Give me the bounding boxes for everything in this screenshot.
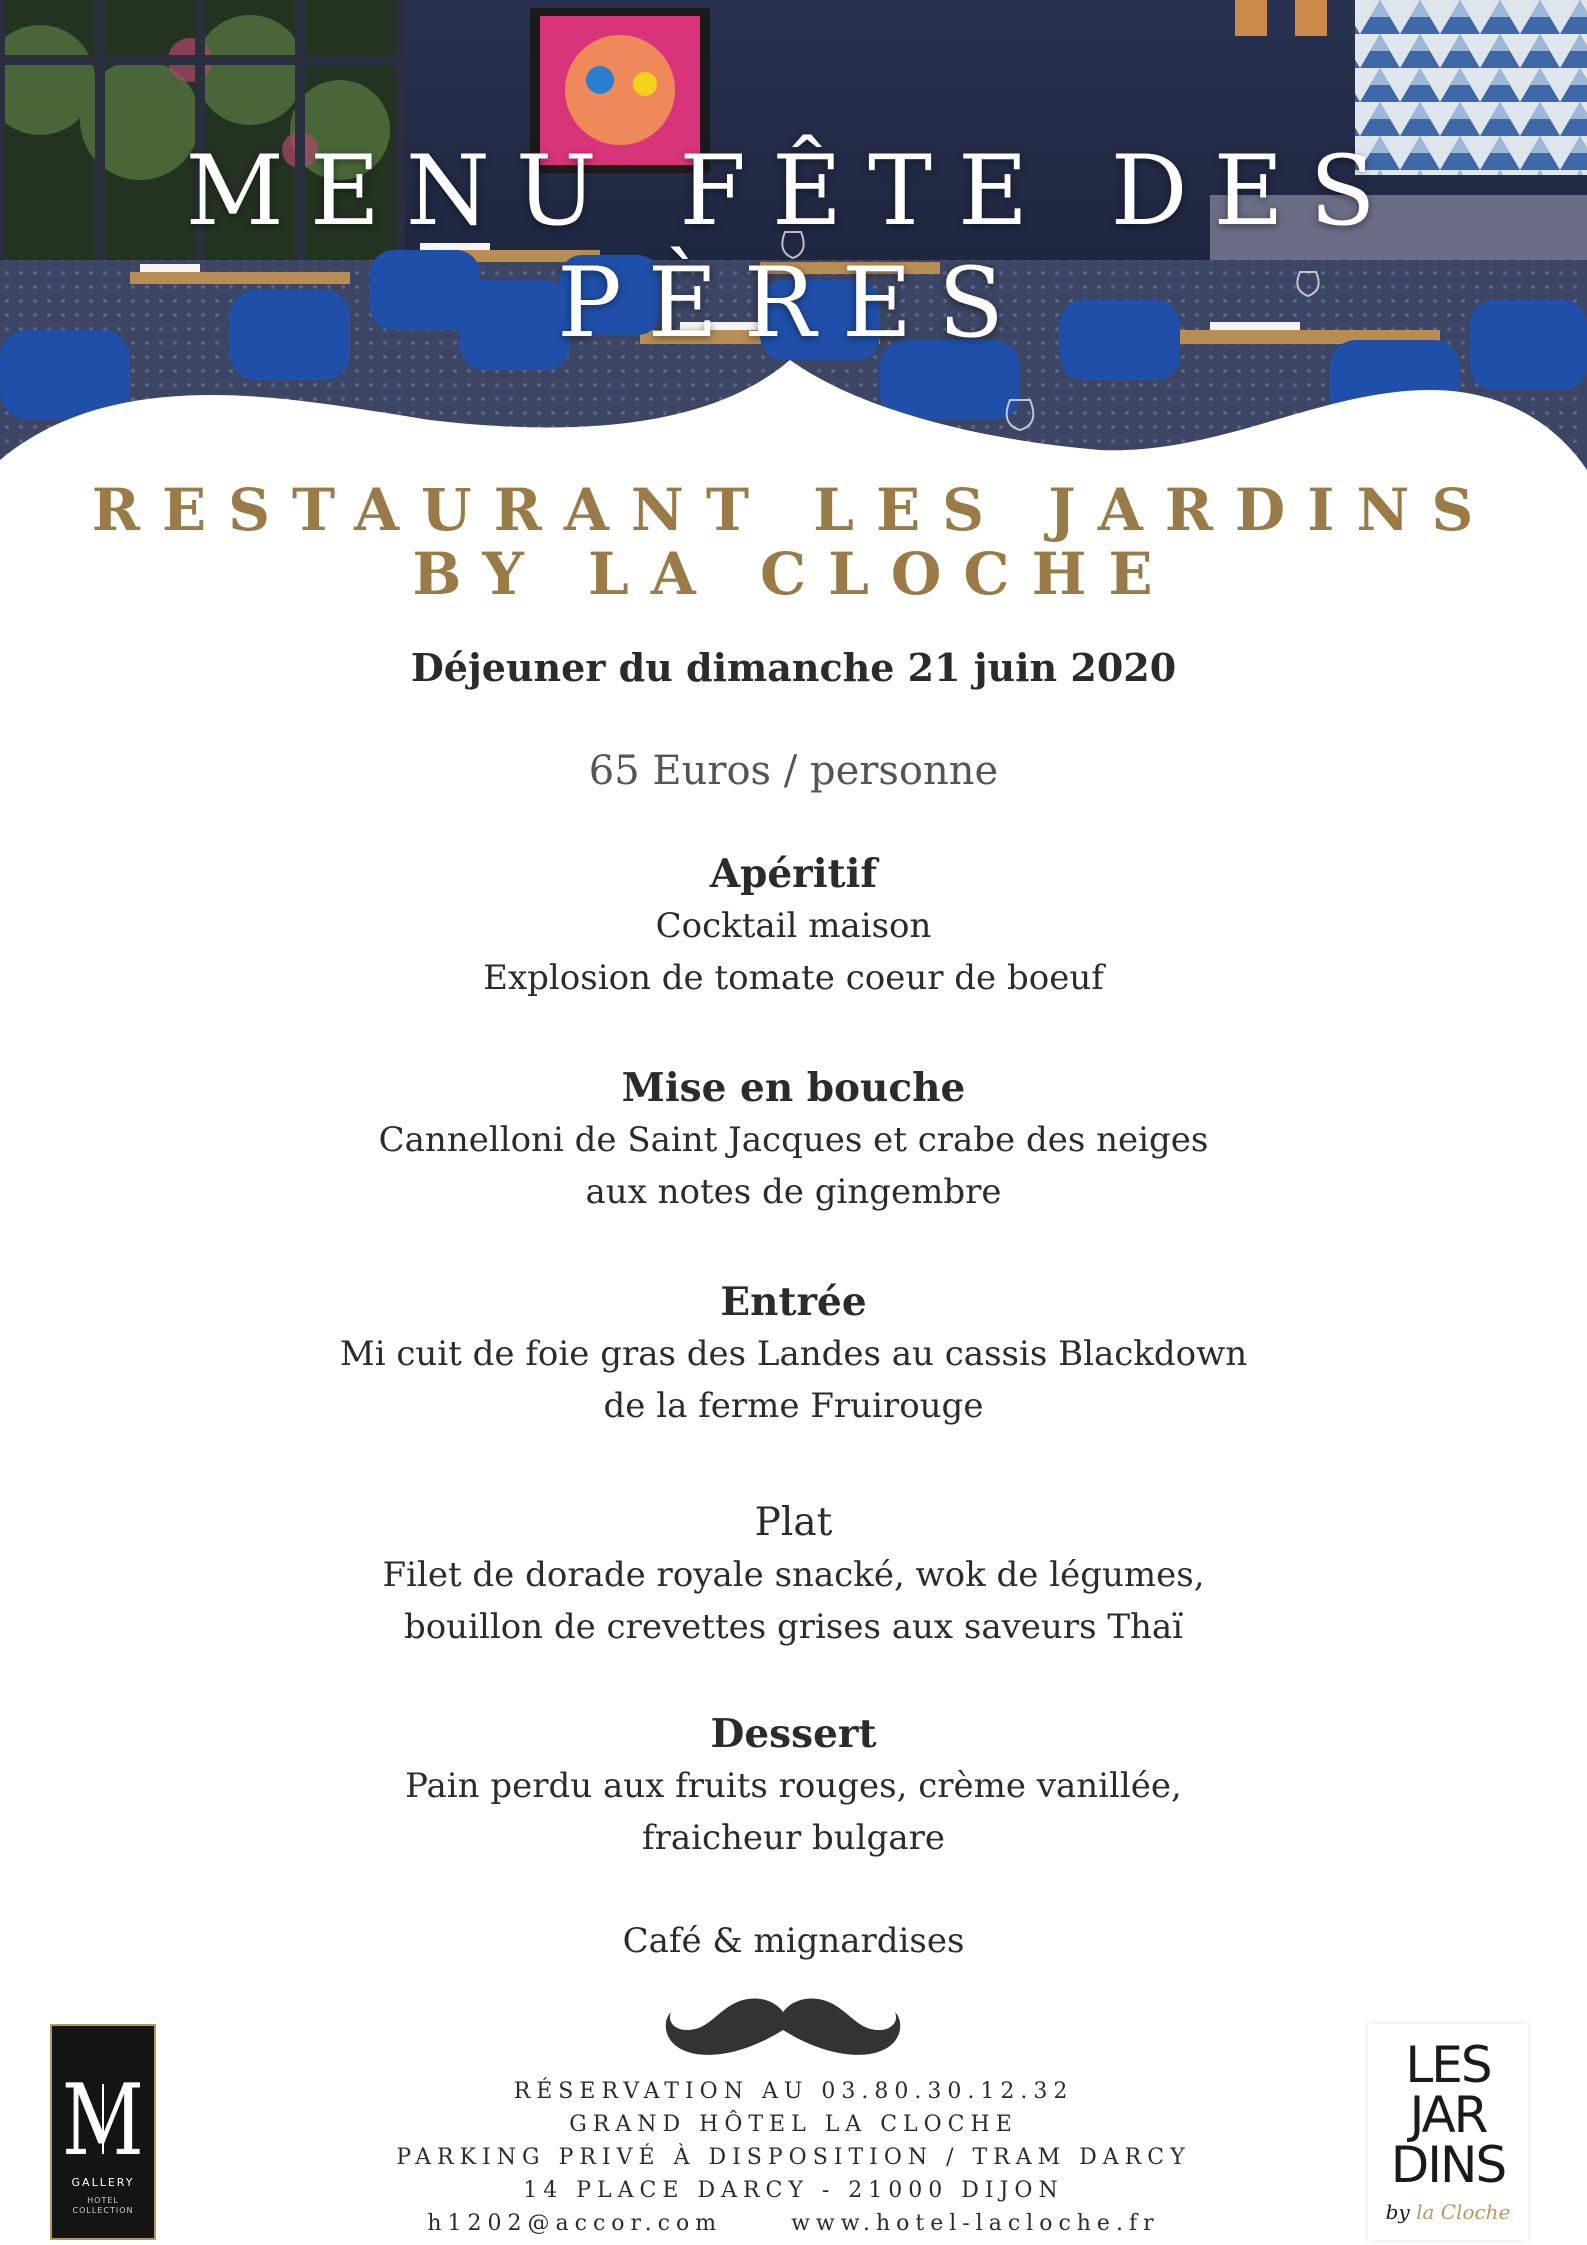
reservation-phone: RÉSERVATION AU 03.80.30.12.32 [513, 2079, 1074, 2104]
course-line: Cocktail maison [655, 906, 932, 946]
course-line: Mi cuit de foie gras des Landes au cassis Blackdown [339, 1334, 1248, 1374]
course-dessert [0, 1708, 1587, 1864]
course-line: Pain perdu aux fruits rouges, crème vanillée, [405, 1766, 1182, 1806]
course-plat [0, 1497, 1587, 1653]
mgallery-sub1: HOTEL [87, 2196, 119, 2205]
mgallery-word: GALLERY [71, 2176, 135, 2189]
course-line: fraicheur bulgare [642, 1818, 945, 1858]
course-line: aux notes de gingembre [585, 1172, 1002, 1212]
course-mise-en-bouche [0, 1062, 1587, 1218]
logo-line-dins: DINS [1390, 2136, 1506, 2194]
course-title: Plat [754, 1500, 833, 1545]
mgallery-mark-icon [52, 2026, 154, 2176]
course-line: de la ferme Fruirouge [603, 1386, 984, 1426]
course-title: Dessert [710, 1711, 877, 1757]
restaurant-name-line1: RESTAURANT LES JARDINS [91, 476, 1496, 544]
course-line: Explosion de tomate coeur de boeuf [483, 958, 1104, 998]
menu-price: 65 Euros / personne [588, 748, 999, 794]
logo-la-cloche: la Cloche [1416, 2200, 1511, 2224]
course-entree [0, 1276, 1587, 1432]
logo-by-line [1368, 2200, 1528, 2224]
mgallery-sub [52, 2196, 154, 2216]
les-jardins-logo [1368, 2024, 1528, 2240]
hotel-name: GRAND HÔTEL LA CLOCHE [569, 2112, 1018, 2137]
closing-line: Café & mignardises [622, 1921, 965, 1961]
course-title: Apéritif [709, 851, 878, 897]
logo-line-les: LES [1405, 2036, 1491, 2094]
restaurant-name-line2: BY LA CLOCHE [412, 540, 1175, 608]
contacts-row [0, 2207, 1587, 2240]
logo-line-jar: JAR [1409, 2086, 1487, 2144]
mgallery-sub2: COLLECTION [72, 2206, 134, 2215]
restaurant-name [0, 478, 1587, 606]
course-title: Mise en bouche [621, 1065, 966, 1111]
course-line: Filet de dorade royale snacké, wok de légumes, [382, 1555, 1205, 1595]
menu-title: MENU FÊTE DES PÈRES [185, 135, 1402, 359]
event-date: Déjeuner du dimanche 21 juin 2020 [410, 645, 1177, 690]
course-title: Entrée [720, 1279, 867, 1325]
course-line: bouillon de crevettes grises aux saveurs Thaï [403, 1607, 1184, 1647]
address: 14 PLACE DARCY - 21000 DIJON [523, 2178, 1064, 2203]
mgallery-mark: M [61, 2064, 144, 2176]
mgallery-logo [50, 2024, 156, 2240]
website-link[interactable]: www.hotel-lacloche.fr [791, 2211, 1160, 2236]
email-link[interactable]: h1202@accor.com [427, 2211, 723, 2236]
footer-info [0, 2075, 1587, 2240]
hero-banner [0, 0, 1587, 480]
course-aperitif [0, 848, 1587, 1004]
course-line: Cannelloni de Saint Jacques et crabe des neiges [378, 1120, 1209, 1160]
parking-info: PARKING PRIVÉ À DISPOSITION / TRAM DARCY [396, 2145, 1191, 2170]
mustache-icon [663, 1990, 903, 2066]
closing-course [0, 1915, 1587, 1967]
logo-by: by [1385, 2200, 1410, 2224]
